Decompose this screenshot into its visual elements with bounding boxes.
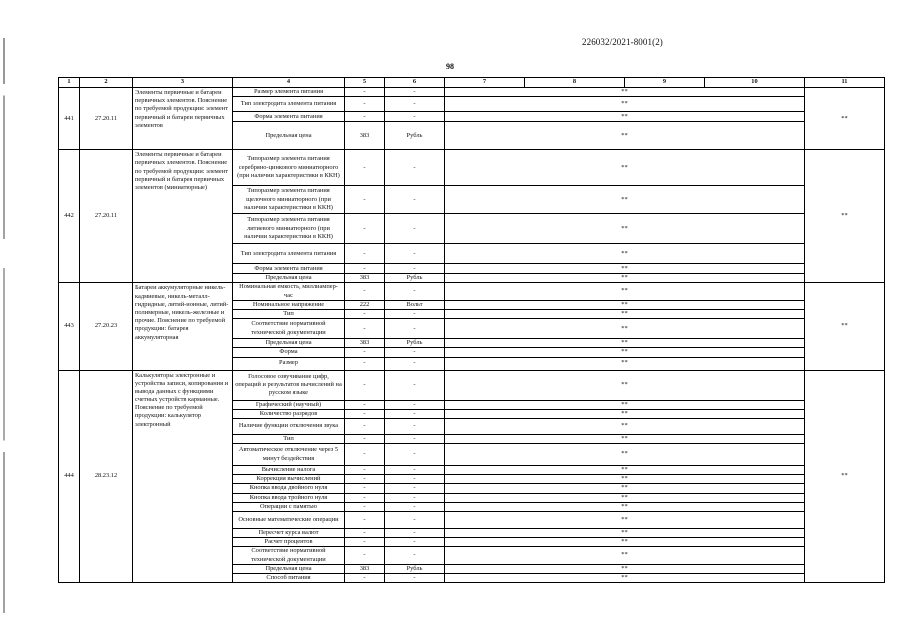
unit-code: -: [345, 348, 385, 357]
attribute-name: Голосовое озвучивание цифр, операций и результатов вычислений на русском языке: [233, 370, 345, 400]
unit-name: -: [385, 88, 445, 97]
attribute-value: **: [445, 264, 805, 274]
okpd-code: 27.20.11: [80, 150, 133, 283]
document-number: 226032/2021-8001(2): [582, 37, 663, 47]
unit-code: -: [345, 357, 385, 370]
header-col-9: 9: [625, 78, 705, 88]
table-row: [59, 88, 885, 97]
unit-name: Вольт: [385, 300, 445, 309]
unit-code: -: [345, 97, 385, 112]
product-name: Батареи аккумуляторные никель-кадмиевые, никель-металл-гидридные, литий-ионные, литий-полимерные, никель-железные и прочие. Пояснение по требуемой продукции: батарея аккумуляторная: [133, 283, 233, 370]
attribute-name: Типоразмер элемента питания щелочного миниатюрного (при наличии характеристики в ККН): [233, 186, 345, 214]
header-col-6: 6: [385, 78, 445, 88]
attribute-value: **: [445, 444, 805, 466]
unit-code: -: [345, 409, 385, 418]
attribute-name: Типоразмер элемента питания серебряно-цинкового миниатюрного (при наличии характеристики в ККН): [233, 150, 345, 186]
unit-name: Рубль: [385, 339, 445, 348]
attribute-name: Графический (научный): [233, 400, 345, 409]
scan-left-edge: [3, 38, 5, 613]
attribute-value: **: [445, 434, 805, 443]
unit-code: -: [345, 264, 385, 274]
unit-code: -: [345, 309, 385, 318]
unit-code: -: [345, 466, 385, 475]
unit-name: Рубль: [385, 274, 445, 283]
attribute-name: Способ питания: [233, 573, 345, 582]
attribute-value: **: [445, 348, 805, 357]
unit-name: -: [385, 434, 445, 443]
attribute-value: **: [445, 186, 805, 214]
attribute-value: **: [445, 244, 805, 264]
header-col-1: 1: [59, 78, 80, 88]
attribute-value: **: [445, 400, 805, 409]
attribute-value: **: [445, 512, 805, 529]
unit-code: -: [345, 484, 385, 493]
unit-code: -: [345, 529, 385, 538]
attribute-name: Предельная цена: [233, 339, 345, 348]
attribute-name: Форма элемента питания: [233, 112, 345, 122]
okpd-code: 28.23.12: [80, 370, 133, 583]
unit-name: -: [385, 484, 445, 493]
catalog-table: [58, 77, 885, 583]
unit-code: -: [345, 512, 385, 529]
header-col-7: 7: [445, 78, 525, 88]
unit-name: -: [385, 400, 445, 409]
attribute-name: Основные математические операции: [233, 512, 345, 529]
attribute-name: Автоматическое отключение через 5 минут бездействия: [233, 444, 345, 466]
attribute-name: Вычисление налога: [233, 466, 345, 475]
attribute-value: **: [445, 370, 805, 400]
attribute-value: **: [445, 300, 805, 309]
attribute-value: **: [445, 564, 805, 573]
page-number: 98: [446, 62, 454, 71]
unit-name: Рубль: [385, 564, 445, 573]
unit-name: -: [385, 244, 445, 264]
attribute-value: **: [445, 466, 805, 475]
row-number: 441: [59, 88, 80, 150]
attribute-name: Предельная цена: [233, 274, 345, 283]
unit-name: -: [385, 357, 445, 370]
unit-name: -: [385, 348, 445, 357]
unit-code: -: [345, 244, 385, 264]
attribute-value: **: [445, 484, 805, 493]
attribute-value: **: [445, 418, 805, 434]
product-name: Элементы первичные и батареи первичных элементов. Пояснение по требуемой продукции: элемент первичный и батарея первичных элементов (миниатюрные): [133, 150, 233, 283]
attribute-value: **: [445, 150, 805, 186]
attribute-value: **: [445, 97, 805, 112]
unit-name: -: [385, 512, 445, 529]
okpd-code: 27.20.23: [80, 283, 133, 370]
unit-code: -: [345, 283, 385, 300]
unit-code: -: [345, 444, 385, 466]
header-col-10: 10: [705, 78, 805, 88]
table-row: [59, 150, 885, 186]
attribute-name: Форма: [233, 348, 345, 357]
attribute-value: **: [445, 274, 805, 283]
attribute-name: Расчет процентов: [233, 538, 345, 547]
unit-name: -: [385, 370, 445, 400]
unit-name: -: [385, 475, 445, 484]
unit-code: -: [345, 418, 385, 434]
unit-name: -: [385, 319, 445, 339]
unit-code: 383: [345, 339, 385, 348]
unit-name: -: [385, 97, 445, 112]
attribute-value: **: [445, 573, 805, 582]
attribute-name: Операции с памятью: [233, 502, 345, 511]
unit-code: 383: [345, 274, 385, 283]
unit-code: -: [345, 475, 385, 484]
unit-code: -: [345, 112, 385, 122]
attribute-value: **: [445, 529, 805, 538]
attribute-name: Кнопка ввода тройного нуля: [233, 493, 345, 502]
unit-code: -: [345, 370, 385, 400]
unit-name: -: [385, 493, 445, 502]
unit-code: -: [345, 88, 385, 97]
col11-value: **: [805, 88, 885, 150]
unit-code: -: [345, 214, 385, 244]
attribute-name: Тип: [233, 434, 345, 443]
unit-name: -: [385, 112, 445, 122]
unit-code: 222: [345, 300, 385, 309]
attribute-name: Номинальная емкость, миллиампер-час: [233, 283, 345, 300]
unit-name: -: [385, 214, 445, 244]
header-col-5: 5: [345, 78, 385, 88]
attribute-name: Соответствие нормативной технической документации: [233, 319, 345, 339]
unit-name: -: [385, 264, 445, 274]
okpd-code: 27.20.11: [80, 88, 133, 150]
attribute-value: **: [445, 319, 805, 339]
attribute-name: Номинальное напряжение: [233, 300, 345, 309]
attribute-name: Коррекция вычислений: [233, 475, 345, 484]
attribute-name: Форма элемента питания: [233, 264, 345, 274]
unit-code: -: [345, 547, 385, 564]
unit-name: -: [385, 466, 445, 475]
unit-code: -: [345, 538, 385, 547]
attribute-value: **: [445, 357, 805, 370]
attribute-name: Предельная цена: [233, 564, 345, 573]
unit-name: -: [385, 502, 445, 511]
attribute-name: Типоразмер элемента питания литиевого миниатюрного (при наличии характеристики в ККН): [233, 214, 345, 244]
row-number: 443: [59, 283, 80, 370]
header-col-3: 3: [133, 78, 233, 88]
attribute-name: Пересчет курса валют: [233, 529, 345, 538]
unit-code: 383: [345, 122, 385, 150]
attribute-name: Тип: [233, 309, 345, 318]
row-number: 442: [59, 150, 80, 283]
unit-code: 383: [345, 564, 385, 573]
unit-name: -: [385, 418, 445, 434]
col11-value: **: [805, 370, 885, 583]
attribute-value: **: [445, 283, 805, 300]
attribute-name: Тип электродита элемента питания: [233, 97, 345, 112]
unit-code: -: [345, 573, 385, 582]
unit-code: -: [345, 502, 385, 511]
attribute-name: Предельная цена: [233, 122, 345, 150]
attribute-name: Размер элемента питания: [233, 88, 345, 97]
table-row: [59, 370, 885, 400]
attribute-value: **: [445, 112, 805, 122]
attribute-name: Размер: [233, 357, 345, 370]
col11-value: **: [805, 150, 885, 283]
unit-name: -: [385, 186, 445, 214]
attribute-value: **: [445, 214, 805, 244]
attribute-name: Соответствие нормативной технической документации: [233, 547, 345, 564]
unit-code: -: [345, 319, 385, 339]
unit-name: -: [385, 538, 445, 547]
unit-name: -: [385, 547, 445, 564]
unit-name: Рубль: [385, 122, 445, 150]
attribute-value: **: [445, 538, 805, 547]
header-col-4: 4: [233, 78, 345, 88]
col11-value: **: [805, 283, 885, 370]
attribute-name: Количество разрядов: [233, 409, 345, 418]
header-row: [59, 78, 885, 88]
unit-name: -: [385, 444, 445, 466]
unit-name: -: [385, 150, 445, 186]
attribute-value: **: [445, 502, 805, 511]
unit-code: -: [345, 434, 385, 443]
attribute-value: **: [445, 409, 805, 418]
unit-name: -: [385, 529, 445, 538]
unit-name: -: [385, 283, 445, 300]
unit-name: -: [385, 309, 445, 318]
attribute-value: **: [445, 547, 805, 564]
table-row: [59, 283, 885, 300]
attribute-name: Кнопка ввода двойного нуля: [233, 484, 345, 493]
unit-code: -: [345, 493, 385, 502]
attribute-value: **: [445, 309, 805, 318]
header-col-2: 2: [80, 78, 133, 88]
attribute-value: **: [445, 475, 805, 484]
row-number: 444: [59, 370, 80, 583]
attribute-value: **: [445, 122, 805, 150]
attribute-value: **: [445, 493, 805, 502]
attribute-value: **: [445, 339, 805, 348]
product-name: Элементы первичные и батареи первичных элементов. Пояснение по требуемой продукции: элемент первичный и батареи первичных элементов: [133, 88, 233, 150]
unit-code: -: [345, 186, 385, 214]
unit-code: -: [345, 150, 385, 186]
attribute-value: **: [445, 88, 805, 97]
attribute-name: Наличие функции отключения звука: [233, 418, 345, 434]
header-col-8: 8: [525, 78, 625, 88]
attribute-name: Тип электродита элемента питания: [233, 244, 345, 264]
unit-code: -: [345, 400, 385, 409]
unit-name: -: [385, 573, 445, 582]
header-col-11: 11: [805, 78, 885, 88]
product-name: Калькуляторы электронные и устройства записи, копирования и вывода данных с функциями счетных устройств карманные. Пояснение по требуемой продукции: калькулятор электронный: [133, 370, 233, 583]
unit-name: -: [385, 409, 445, 418]
